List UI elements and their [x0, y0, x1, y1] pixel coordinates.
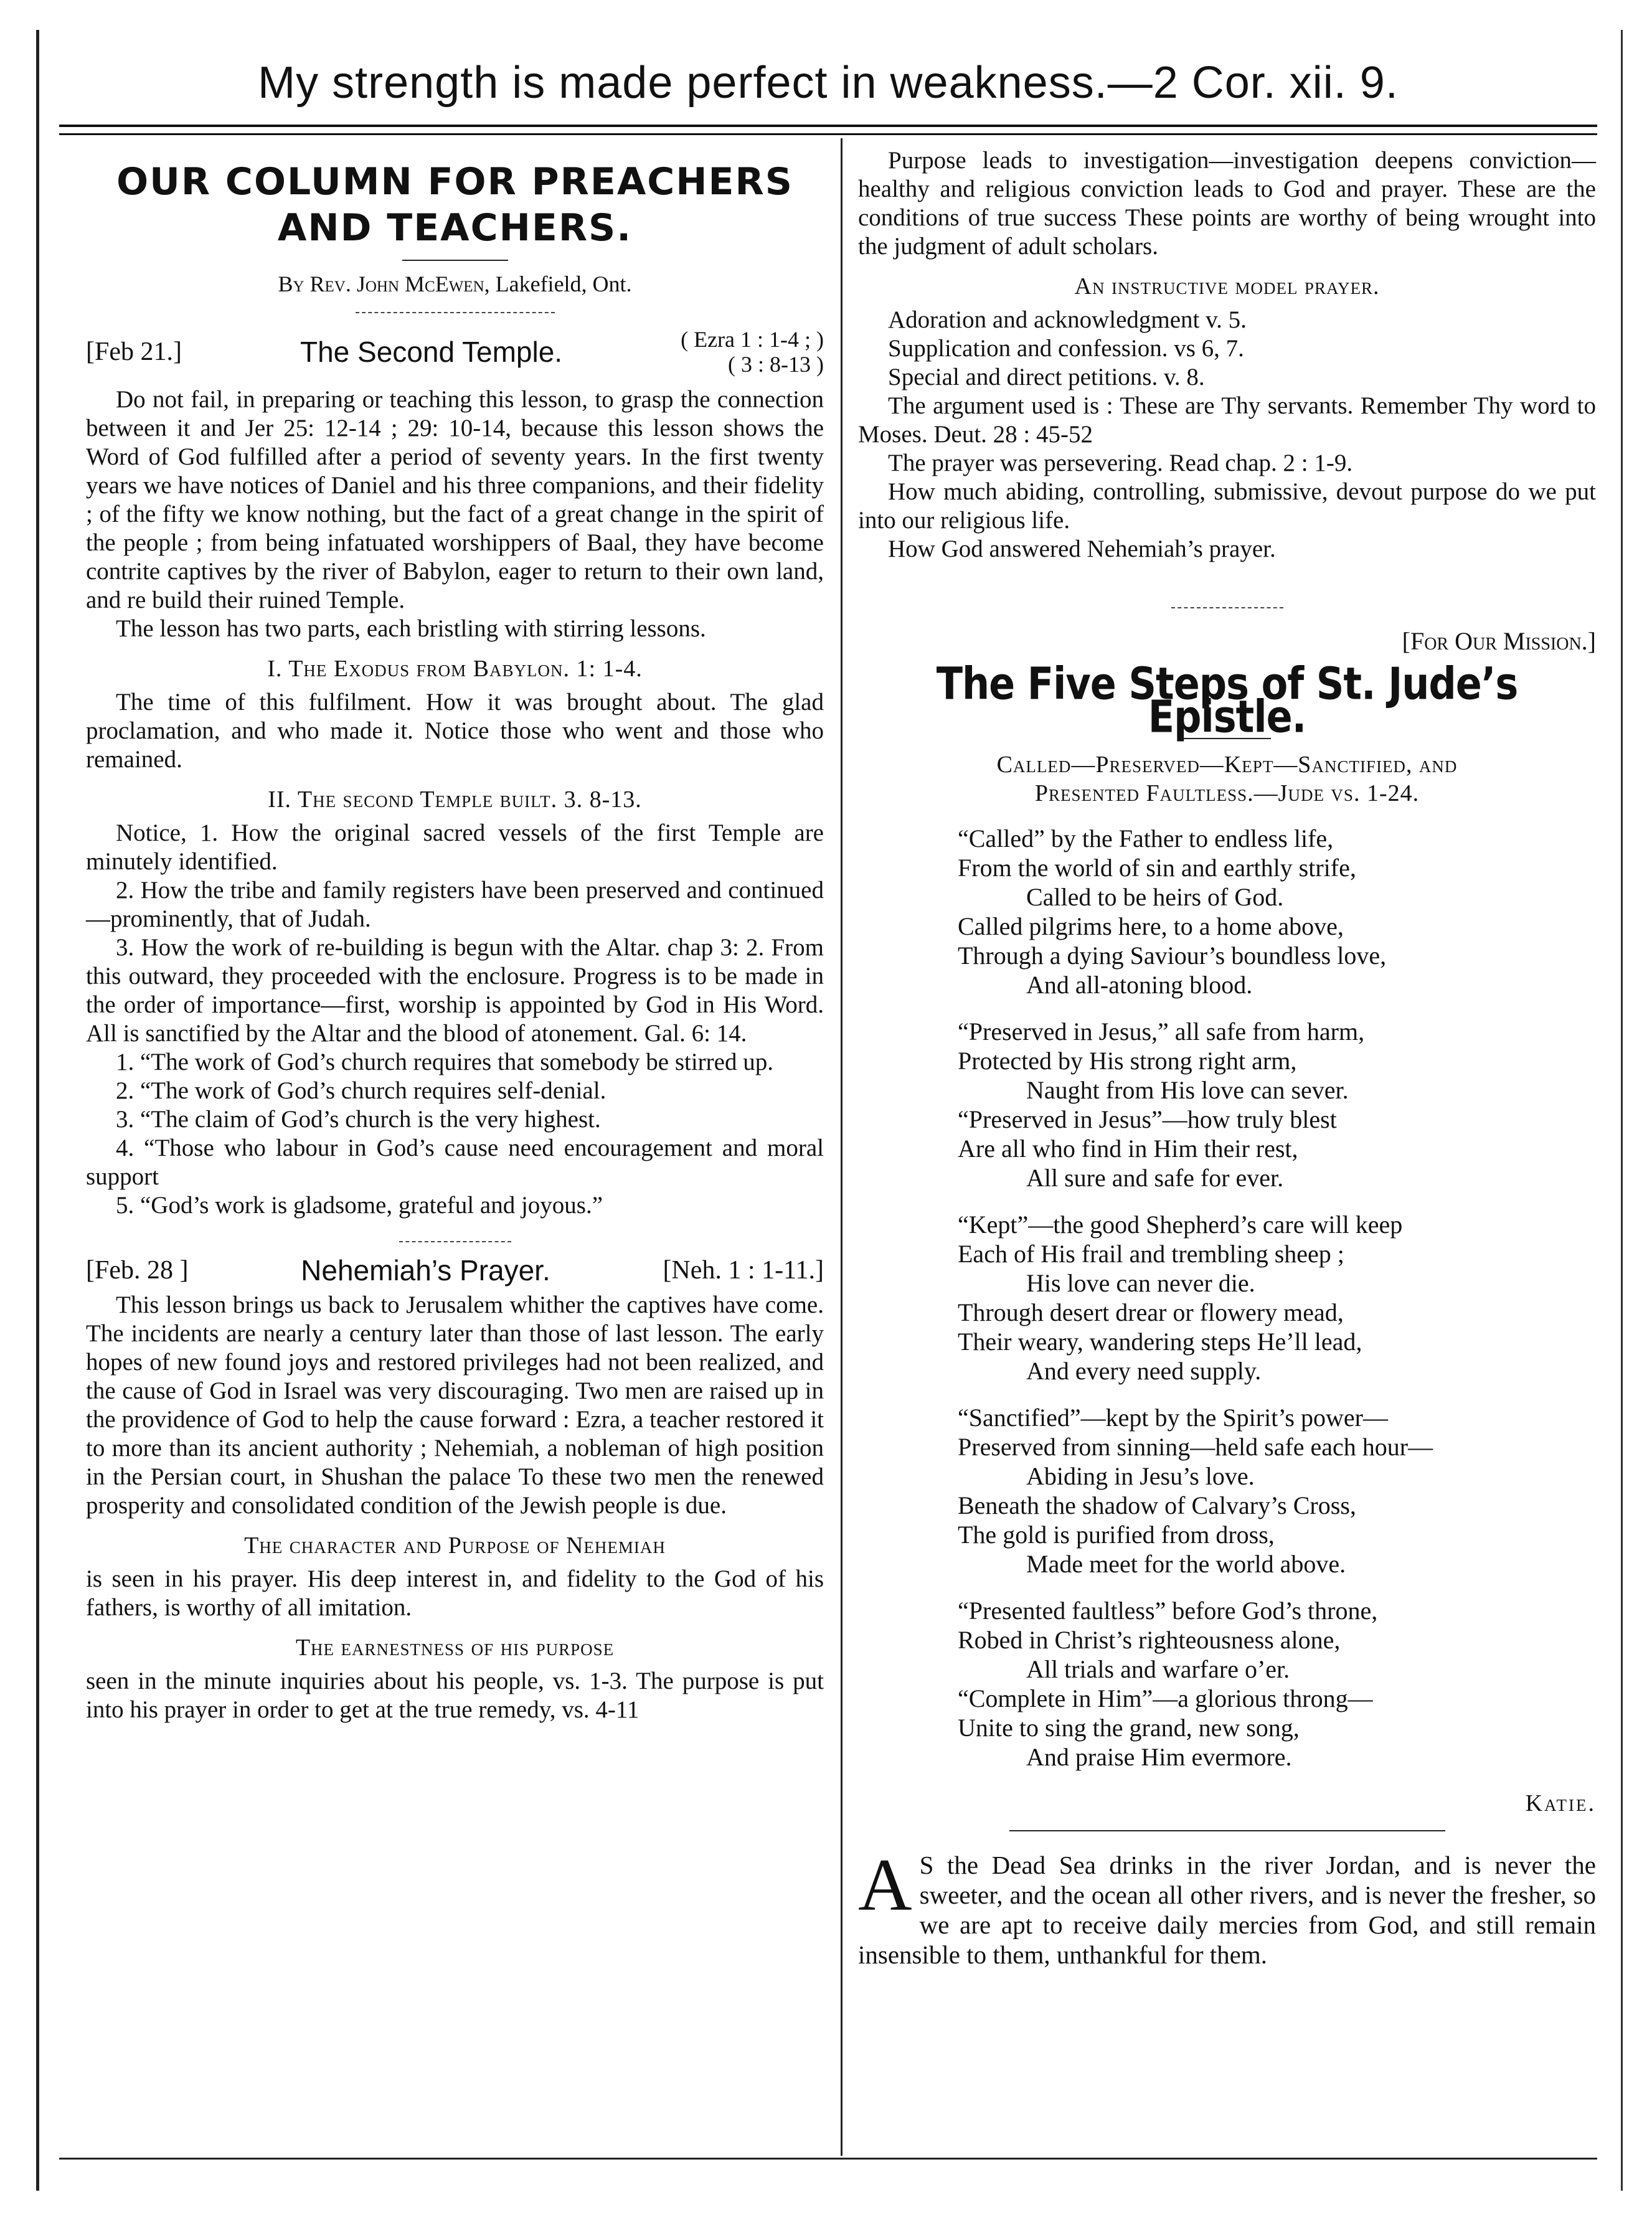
poem [858, 824, 1596, 1772]
list-item: The prayer was persevering. Read chap. 2 : 1-9. [888, 450, 1353, 476]
closing-paragraph [858, 1843, 1596, 1970]
poem-line: Through desert drear or flowery mead, [958, 1298, 1344, 1326]
right-column [858, 146, 1596, 1970]
poem-line: His love can never die. [1026, 1269, 1255, 1297]
column-divider [841, 138, 843, 2156]
closing-text: S the Dead Sea drinks in the river Jordan, and is never the sweeter, and the ocean all other rivers, and is never the fresher, so we are apt to receive daily mercies from God, and still remain insensible to them, unthankful for them. [858, 1851, 1596, 1969]
poem-line: Abiding in Jesu’s love. [1026, 1462, 1255, 1490]
poem-line: Each of His frail and trembling sheep ; [958, 1240, 1344, 1268]
lesson-reference [681, 327, 824, 377]
footer-rule [59, 2158, 1597, 2160]
divider [402, 260, 508, 261]
byline [86, 270, 824, 298]
reference-line: ( Ezra 1 : 1-4 ; ) [681, 327, 824, 352]
paragraph: Notice, 1. How the original sacred vessels of the first Temple are minutely identified. [86, 819, 824, 875]
subheading: II. The second Temple built. 3. 8-13. [268, 786, 642, 813]
divider [399, 1241, 511, 1242]
paragraph: is seen in his prayer. His deep interest in, and fidelity to the God of his fathers, is worthy of all imitation. [86, 1565, 824, 1621]
stanza [958, 1210, 1596, 1386]
list-item: Special and direct petitions. v. 8. [888, 364, 1205, 390]
divider [1009, 1830, 1445, 1831]
poem-line: All sure and safe for ever. [1026, 1164, 1284, 1192]
column-title-line2: AND TEACHERS. [277, 206, 633, 250]
poem-subtitle-line: Presented Faultless.—Jude vs. 1-24. [1034, 780, 1420, 806]
poem-line: Beneath the shadow of Calvary’s Cross, [958, 1491, 1356, 1519]
poem-line: Unite to sing the grand, new song, [958, 1714, 1300, 1742]
list-item: How much abiding, controlling, submissive, devout purpose do we put into our religious life. [858, 478, 1596, 534]
prayer-outline [858, 306, 1596, 564]
list-item: 4. “Those who labour in God’s cause need encouragement and moral support [86, 1135, 824, 1190]
poem-line: “Preserved in Jesus,” all safe from harm, [958, 1017, 1365, 1046]
lesson-title: The Second Temple. [300, 336, 563, 368]
poem-line: “Called” by the Father to endless life, [958, 824, 1334, 852]
poem-line: “Kept”—the good Shepherd’s care will keep [958, 1211, 1403, 1239]
stanza [958, 1596, 1596, 1772]
poem-line: “Preserved in Jesus”—how truly blest [958, 1105, 1337, 1133]
list-item: 5. “God’s work is gladsome, grateful and joyous.” [116, 1192, 603, 1219]
poem-line: “Sanctified”—kept by the Spirit’s power— [958, 1404, 1388, 1432]
byline-author: By Rev. John McEwen, [278, 271, 490, 296]
list-item: The argument used is : These are Thy servants. Remember Thy word to Moses. Deut. 28 : 45-52 [858, 392, 1596, 448]
poem-title: The Five Steps of St. Jude’s Epistle. [936, 658, 1518, 743]
paragraph: seen in the minute inquiries about his people, vs. 1-3. The purpose is put into his prayer in order to get at the true remedy, vs. 4-11 [86, 1668, 824, 1723]
subheading: An instructive model prayer. [1074, 273, 1380, 300]
poem-line: Called pilgrims here, to a home above, [958, 912, 1344, 940]
poem-line: Naught from His love can sever. [1026, 1076, 1349, 1104]
byline-place: Lakefield, Ont. [495, 271, 632, 296]
lesson-header [86, 327, 824, 377]
left-column [86, 146, 824, 1724]
subheading: I. The Exodus from Babylon. 1: 1-4. [267, 656, 643, 682]
list-item: Adoration and acknowledgment v. 5. [888, 306, 1247, 333]
list-item: 1. “The work of God’s church requires that somebody be stirred up. [116, 1049, 773, 1075]
subheading: The earnestness of his purpose [295, 1635, 615, 1661]
list-item: How God answered Nehemiah’s prayer. [888, 536, 1276, 562]
lesson-date: [Feb. 28 ] [86, 1256, 189, 1285]
paragraph: Purpose leads to investigation—investigation deepens conviction—healthy and religious conviction leads to God and prayer. These are the conditions of true success These points are worthy of being wrought into the judgment of adult scholars. [858, 147, 1596, 260]
column-title [86, 159, 824, 251]
list-item: Supplication and confession. vs 6, 7. [888, 335, 1244, 362]
header-double-rule [59, 125, 1597, 135]
paragraph: The time of this fulfilment. How it was brought about. The glad proclamation, and who made it. Notice those who went and those who remained. [86, 689, 824, 773]
poem-line: Called to be heirs of God. [1026, 883, 1284, 911]
paragraph: 2. How the tribe and family registers have been preserved and continued—prominently, that of Judah. [86, 877, 824, 932]
poem-line: Protected by His strong right arm, [958, 1047, 1297, 1075]
lesson-title: Nehemiah’s Prayer. [301, 1254, 550, 1287]
lesson-date: [Feb 21.] [86, 338, 182, 366]
poem-line: Are all who find in Him their rest, [958, 1135, 1298, 1163]
poem-line: And praise Him evermore. [1026, 1743, 1292, 1771]
poem-line: And all-atoning blood. [1026, 971, 1253, 999]
numbered-list [86, 1048, 824, 1220]
poem-line: Their weary, wandering steps He’ll lead, [958, 1328, 1362, 1356]
poem-line: All trials and warfare o’er. [1026, 1655, 1290, 1683]
poem-line: Through a dying Saviour’s boundless love, [958, 942, 1387, 970]
paragraph: The lesson has two parts, each bristling with stirring lessons. [116, 615, 706, 642]
poem-line: “Presented faultless” before God’s throne, [958, 1597, 1378, 1625]
stanza [958, 824, 1596, 999]
poem-line: Robed in Christ’s righteousness alone, [958, 1626, 1341, 1654]
poem-line: Preserved from sinning—held safe each hour— [958, 1433, 1433, 1461]
poem-line: And every need supply. [1026, 1357, 1262, 1385]
poem-line: Made meet for the world above. [1026, 1550, 1346, 1578]
reference-line: ( 3 : 8-13 ) [728, 352, 824, 377]
poem-subtitle [858, 750, 1596, 808]
poem-subtitle-line: Called—Preserved—Kept—Sanctified, and [996, 752, 1458, 778]
paragraph: Do not fail, in preparing or teaching this lesson, to grasp the connection between it and Jer 25: 12-14 ; 29: 10-14, because this lesson shows the Word of God fulfilled after a period of seventy years. In the first twenty years we have notices of Daniel and his three companions, and their fidelity ; of the fifty we know nothing, but the fact of a great change in the spirit of the people ; from being infatuated worshippers of Baal, they have become contrite captives by the river of Babylon, eager to return to their own land, and re build their ruined Temple. [86, 386, 824, 613]
poem-signature: Katie. [1525, 1790, 1596, 1816]
stanza [958, 1017, 1596, 1192]
paragraph: 3. How the work of re-building is begun with the Altar. chap 3: 2. From this outward, they proceeded with the enclosure. Progress is to be made in the order of importance—first, worship is appointed by God in His Word. All is sanctified by the Altar and the blood of atonement. Gal. 6: 14. [86, 934, 824, 1047]
divider [1171, 607, 1283, 608]
column-title-line1: OUR COLUMN FOR PREACHERS [116, 160, 793, 204]
lesson-header [86, 1256, 824, 1285]
list-item: 2. “The work of God’s church requires self-denial. [116, 1077, 607, 1104]
list-item: 3. “The claim of God’s church is the very highest. [116, 1106, 601, 1133]
poem-line: From the world of sin and earthly strife, [958, 854, 1356, 882]
divider [356, 312, 555, 313]
paragraph: This lesson brings us back to Jerusalem whither the captives have come. The incidents are nearly a century later than those of last lesson. The early hopes of new found joys and restored privileges had not been realized, and the cause of God in Israel was very discouraging. Two men are raised up in the providence of God to help the cause forward : Ezra, a teacher restored it to more than its ancient authority ; Nehemiah, a nobleman of high position in the Persian court, in Shushan the palace To these two men the renewed prosperity and consolidated condition of the Jewish people is due. [86, 1291, 824, 1519]
lesson-reference: [Neh. 1 : 1-11.] [663, 1256, 824, 1285]
poem-line: The gold is purified from dross, [958, 1521, 1275, 1549]
subheading: The character and Purpose of Nehemiah [244, 1532, 666, 1559]
section-tag: [For Our Mission.] [1402, 627, 1596, 655]
page-motto: My strength is made perfect in weakness.—2 Cor. xii. 9. [258, 58, 1399, 108]
poem-line: “Complete in Him”—a glorious throng— [958, 1684, 1373, 1712]
drop-cap: A [858, 1843, 912, 1926]
stanza [958, 1403, 1596, 1579]
